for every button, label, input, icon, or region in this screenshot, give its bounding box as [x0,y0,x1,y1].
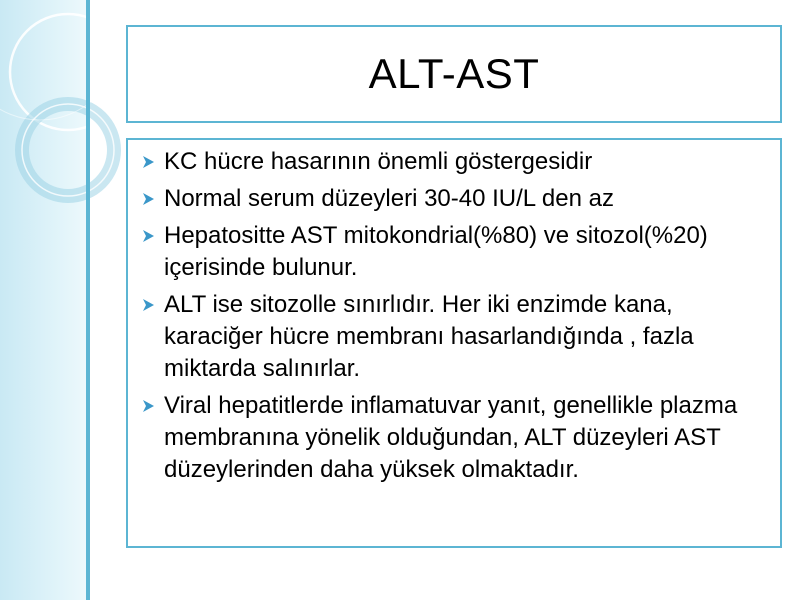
arrow-right-icon [142,220,164,252]
left-band-edge-line [86,0,90,600]
bullet-text: KC hücre hasarının önemli göstergesidir [164,148,593,175]
bullet-text: Normal serum düzeyleri 30-40 IU/L den az [164,185,614,212]
bullet-text: ALT ise sitozolle sınırlıdır. Her iki enzimde kana, karaciğer hücre membranı hasarlandığında , fazla miktarda salınırlar. [164,291,694,382]
slide-title: ALT-AST [368,50,540,97]
arrow-right-icon [142,146,164,178]
bullet-text: Hepatositte AST mitokondrial(%80) ve sitozol(%20) içerisinde bulunur. [164,222,708,281]
bullet-item [142,220,762,284]
bullet-item [142,289,762,385]
bullet-item [142,146,762,178]
arrow-right-icon [142,289,164,321]
decorative-circles-graphic [0,0,130,600]
arrow-right-icon [142,390,164,422]
bullet-item [142,183,762,215]
title-placeholder [126,25,782,123]
content-placeholder [126,138,782,548]
bullet-item [142,390,762,486]
arrow-right-icon [142,183,164,215]
bullet-text: Viral hepatitlerde inflamatuvar yanıt, genellikle plazma membranına yönelik olduğundan, ALT düzeyleri AST düzeylerinden daha yüksek olmaktadır. [164,392,738,483]
bullet-list [142,146,762,486]
